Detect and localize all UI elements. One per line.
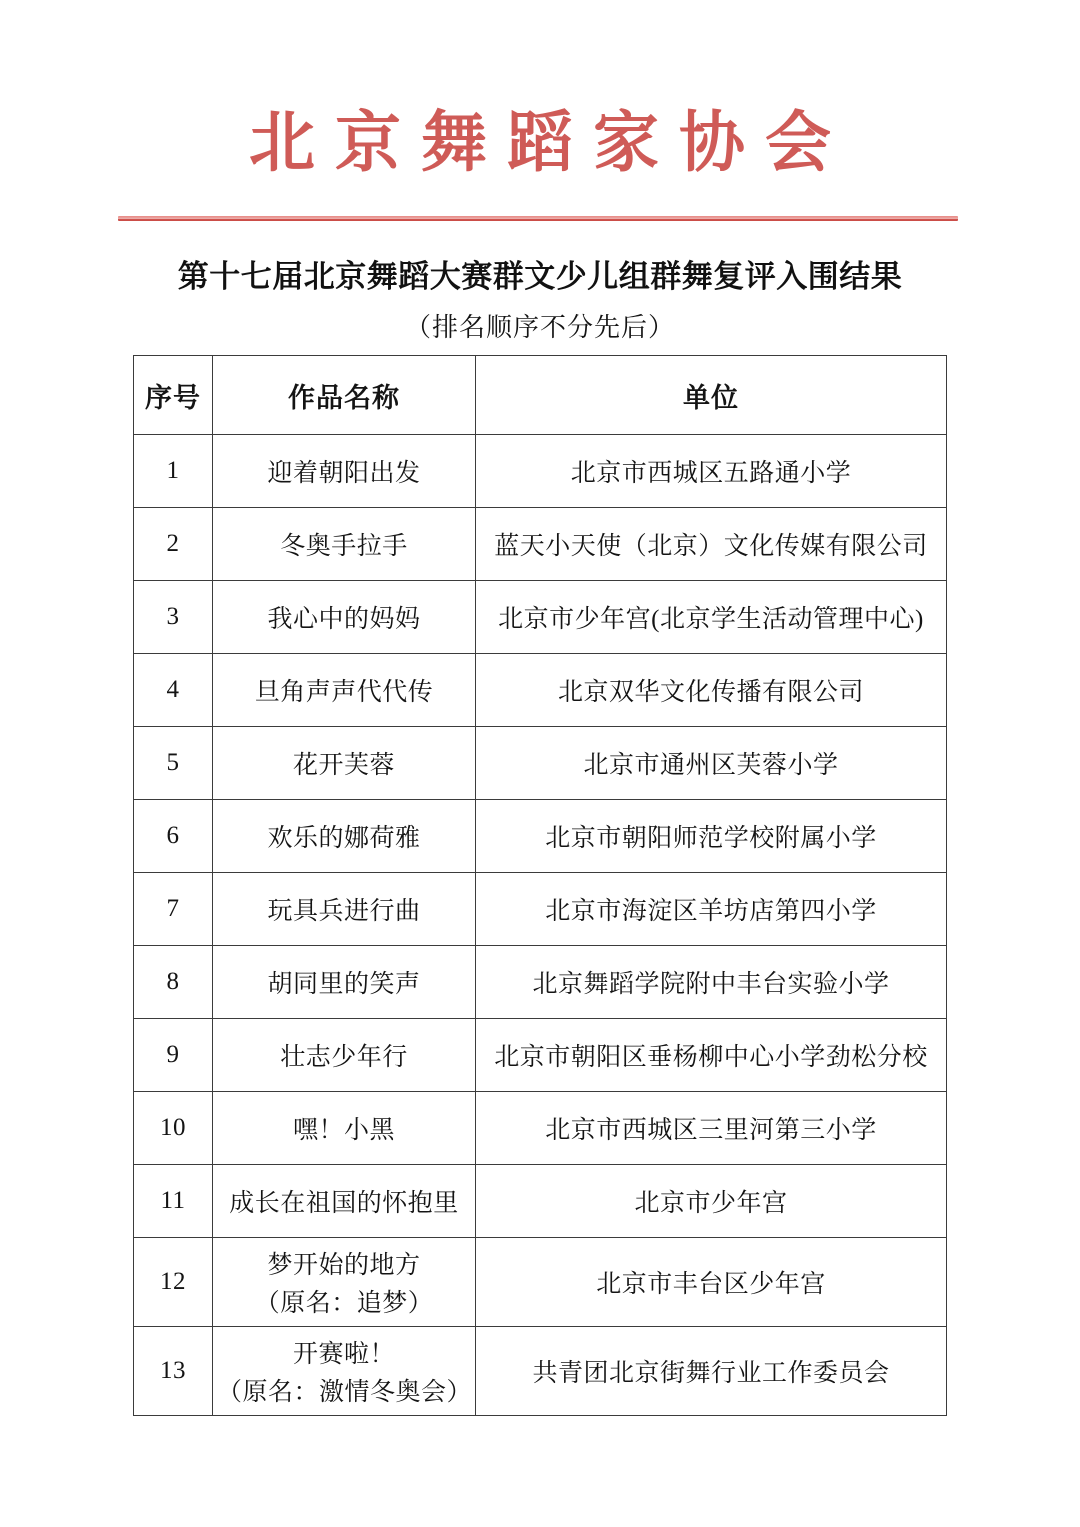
- cell-index: 6: [134, 800, 213, 873]
- work-name-line-1: 我心中的妈妈: [267, 606, 421, 633]
- results-table: [133, 355, 947, 1416]
- cell-unit: 北京市少年宫: [476, 1165, 947, 1238]
- cell-index: 3: [134, 581, 213, 654]
- work-name-line-2: （原名：激情冬奥会）: [217, 1379, 473, 1406]
- cell-unit: 北京市通州区芙蓉小学: [476, 727, 947, 800]
- page-title: 第十七届北京舞蹈大赛群文少儿组群舞复评入围结果: [177, 259, 903, 294]
- organization-name: 北京舞蹈家协会: [249, 107, 851, 180]
- work-name-line-1: 旦角声声代代传: [254, 679, 434, 706]
- cell-index: 13: [134, 1327, 213, 1416]
- work-name-line-1: 嘿！小黑: [292, 1117, 395, 1144]
- cell-unit: 北京市朝阳师范学校附属小学: [476, 800, 947, 873]
- cell-work-name: [213, 1327, 476, 1416]
- column-header-unit: 单位: [476, 356, 947, 435]
- cell-work-name: [213, 1092, 476, 1165]
- cell-index: 1: [134, 435, 213, 508]
- cell-index: 8: [134, 946, 213, 1019]
- results-table-container: [133, 355, 946, 1416]
- cell-work-name: [213, 1019, 476, 1092]
- table-row: [134, 1019, 947, 1092]
- cell-index: 12: [134, 1238, 213, 1327]
- cell-work-name: [213, 435, 476, 508]
- cell-unit: 北京市西城区五路通小学: [476, 435, 947, 508]
- cell-index: 9: [134, 1019, 213, 1092]
- cell-work-name: [213, 581, 476, 654]
- column-header-work: 作品名称: [213, 356, 476, 435]
- table-row: [134, 508, 947, 581]
- cell-unit: 北京市丰台区少年宫: [476, 1238, 947, 1327]
- cell-unit: 北京市少年宫(北京学生活动管理中心): [476, 581, 947, 654]
- table-row: [134, 727, 947, 800]
- cell-work-name: [213, 654, 476, 727]
- cell-index: 10: [134, 1092, 213, 1165]
- work-name-line-1: 玩具兵进行曲: [267, 898, 421, 925]
- column-header-index: 序号: [134, 356, 213, 435]
- cell-index: 2: [134, 508, 213, 581]
- table-row: [134, 581, 947, 654]
- cell-index: 5: [134, 727, 213, 800]
- work-name-line-1: 开赛啦！: [292, 1341, 395, 1368]
- page-subtitle: （排名顺序不分先后）: [404, 313, 675, 342]
- table-row: [134, 800, 947, 873]
- work-name-line-1: 花开芙蓉: [292, 752, 395, 779]
- work-name-line-1: 迎着朝阳出发: [267, 460, 421, 487]
- work-name-line-1: 冬奥手拉手: [280, 533, 408, 560]
- cell-work-name: [213, 1238, 476, 1327]
- cell-index: 11: [134, 1165, 213, 1238]
- cell-work-name: [213, 1165, 476, 1238]
- table-header: [134, 356, 947, 435]
- cell-unit: 北京舞蹈学院附中丰台实验小学: [476, 946, 947, 1019]
- table-row: [134, 1165, 947, 1238]
- cell-work-name: [213, 873, 476, 946]
- cell-index: 7: [134, 873, 213, 946]
- table-row: [134, 946, 947, 1019]
- cell-work-name: [213, 946, 476, 1019]
- cell-index: 4: [134, 654, 213, 727]
- masthead-divider-rule: [118, 216, 958, 221]
- table-body: [134, 435, 947, 1416]
- cell-unit: 共青团北京街舞行业工作委员会: [476, 1327, 947, 1416]
- cell-unit: 北京市朝阳区垂杨柳中心小学劲松分校: [476, 1019, 947, 1092]
- work-name-line-1: 梦开始的地方: [267, 1252, 421, 1279]
- work-name-line-1: 胡同里的笑声: [267, 971, 421, 998]
- masthead: [0, 104, 1080, 184]
- work-name-line-1: 欢乐的娜荷雅: [267, 825, 421, 852]
- table-header-row: [134, 356, 947, 435]
- cell-unit: 北京双华文化传播有限公司: [476, 654, 947, 727]
- cell-work-name: [213, 727, 476, 800]
- table-row: [134, 654, 947, 727]
- work-name-line-1: 成长在祖国的怀抱里: [229, 1190, 459, 1217]
- table-row: [134, 435, 947, 508]
- table-row: [134, 1327, 947, 1416]
- table-row: [134, 1238, 947, 1327]
- table-row: [134, 1092, 947, 1165]
- work-name-line-2: （原名：追梦）: [254, 1290, 434, 1317]
- work-name-line-1: 壮志少年行: [280, 1044, 408, 1071]
- cell-unit: 北京市西城区三里河第三小学: [476, 1092, 947, 1165]
- cell-unit: 北京市海淀区羊坊店第四小学: [476, 873, 947, 946]
- cell-work-name: [213, 508, 476, 581]
- cell-unit: 蓝天小天使（北京）文化传媒有限公司: [476, 508, 947, 581]
- cell-work-name: [213, 800, 476, 873]
- table-row: [134, 873, 947, 946]
